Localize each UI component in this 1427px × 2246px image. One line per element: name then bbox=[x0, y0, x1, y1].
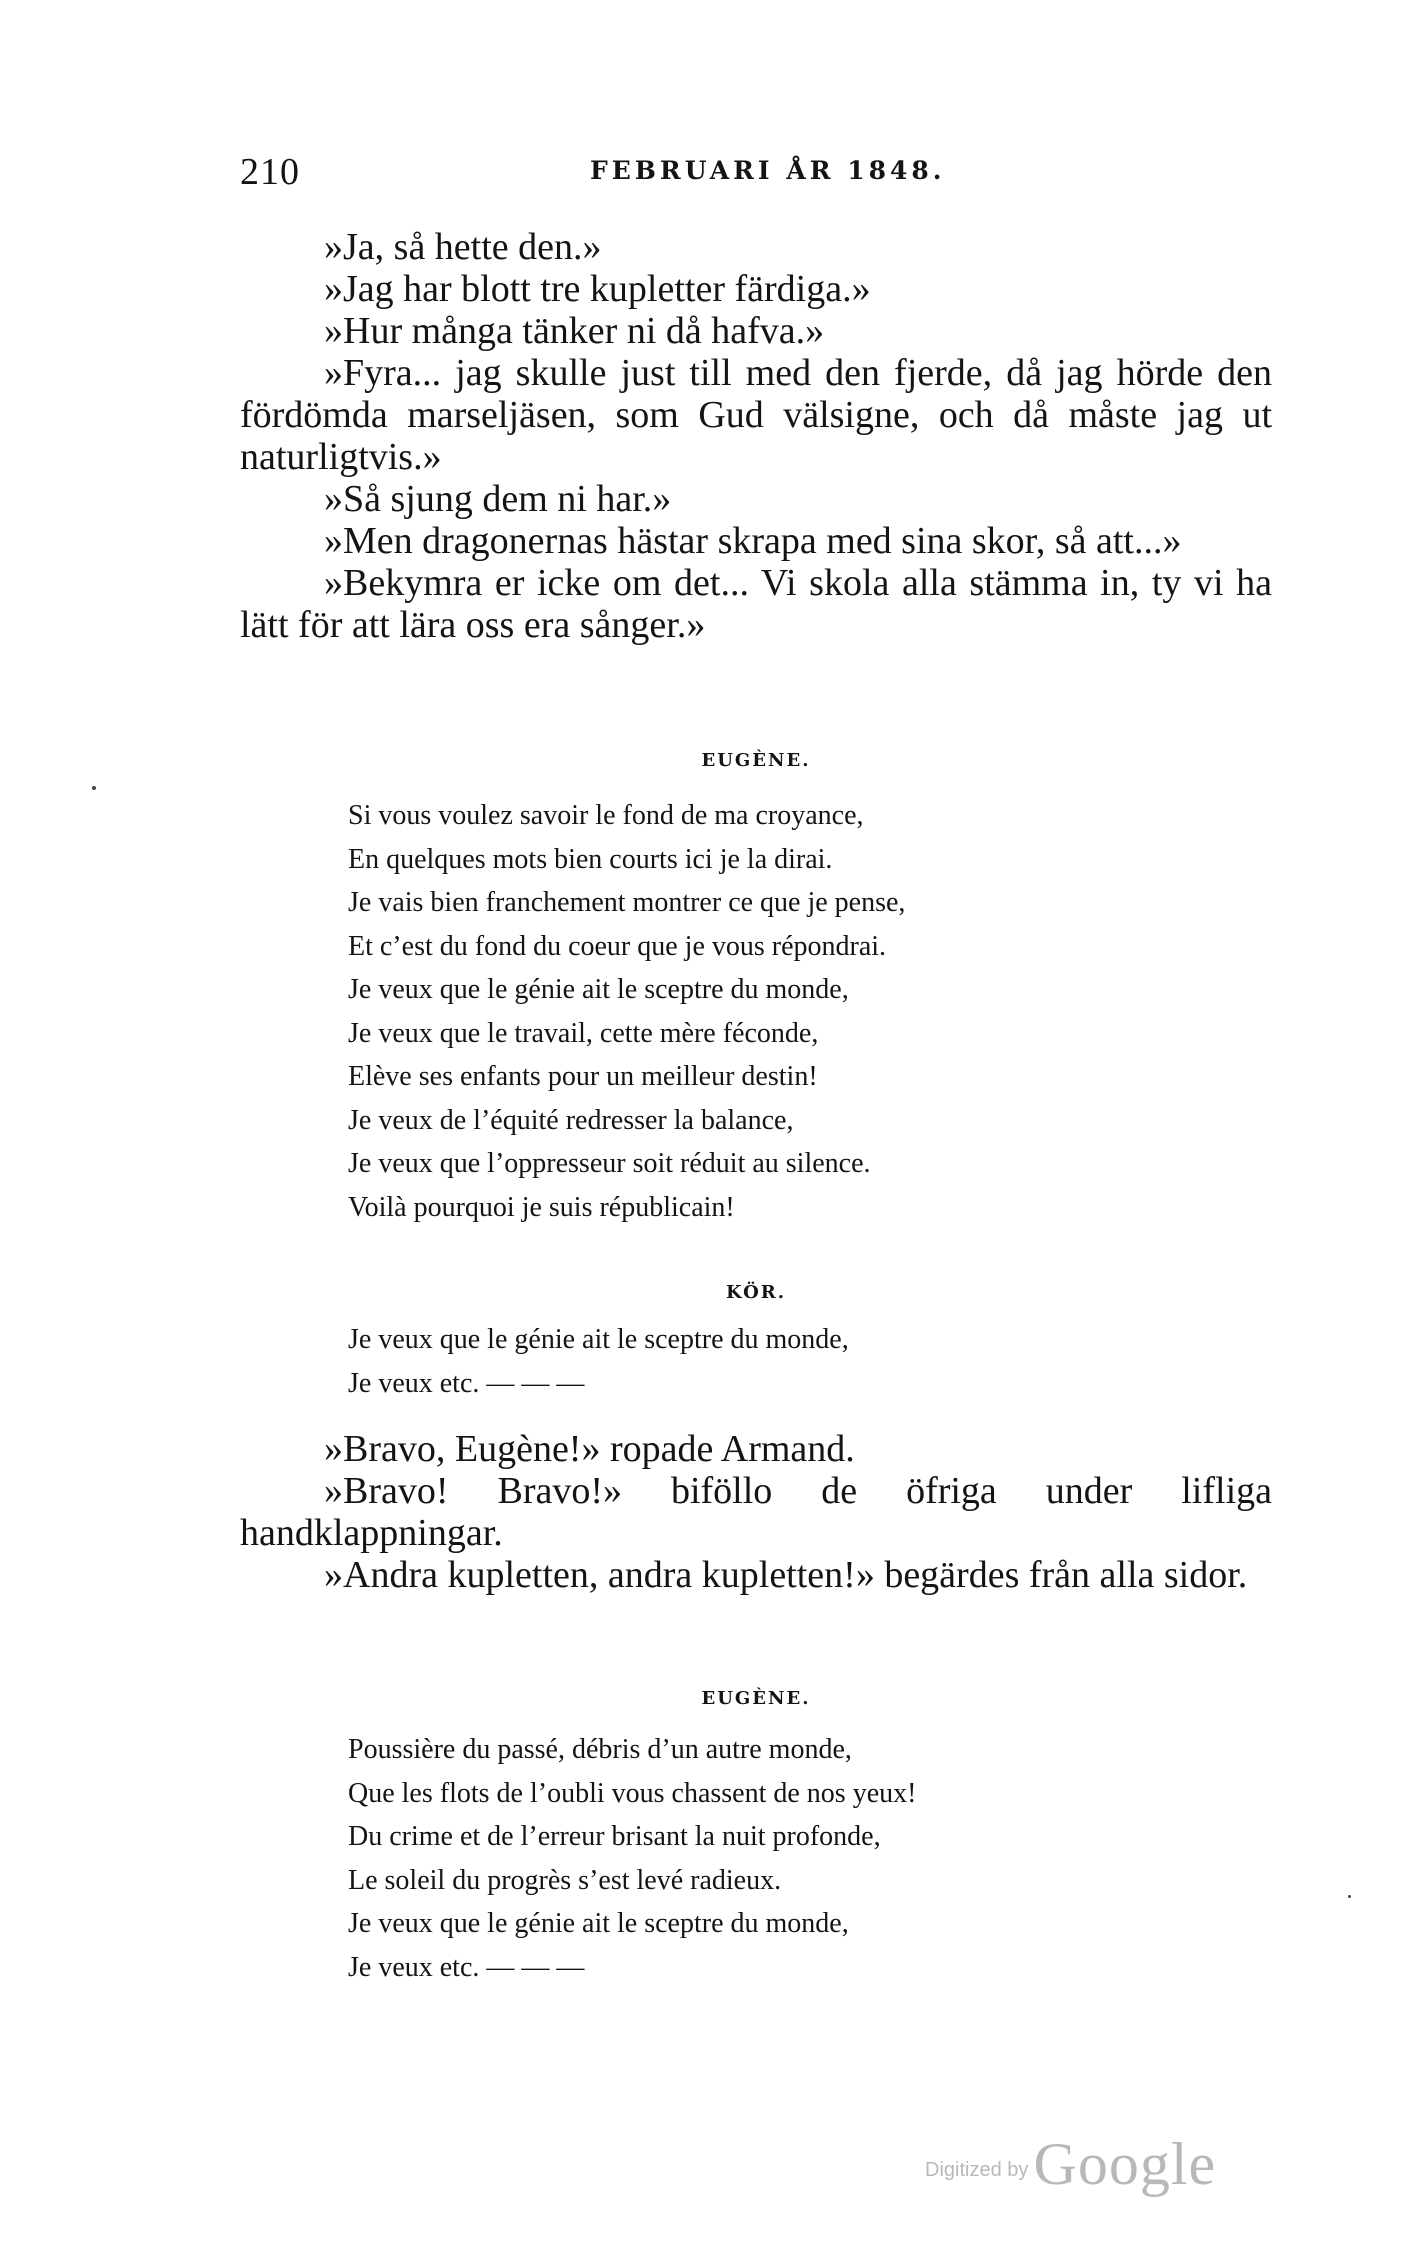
verse-line: Que les flots de l’oubli vous chassent de nos yeux! bbox=[348, 1777, 917, 1809]
verse-line: Je veux de l’équité redresser la balance, bbox=[348, 1104, 794, 1136]
verse-line: Le soleil du progrès s’est levé radieux. bbox=[348, 1864, 782, 1896]
dialogue-line: »Ja, så hette den.» bbox=[324, 226, 602, 268]
dialogue-line: »Bekymra er icke om det... Vi skola alla stämma in, ty vi ha lätt för att lära oss era sånger.» bbox=[240, 562, 1272, 646]
verse-line: Je veux que le génie ait le sceptre du monde, bbox=[348, 974, 849, 1005]
verse-line: Et c’est du fond du coeur que je vous répondrai. bbox=[348, 930, 887, 962]
dialogue-line: »Jag har blott tre kupletter färdiga.» bbox=[324, 268, 871, 310]
speaker-heading: EUGÈNE. bbox=[701, 750, 811, 771]
dialogue-block-2 bbox=[240, 1428, 1272, 1596]
verse-stanza-chorus bbox=[348, 1318, 1248, 1405]
chorus-heading: KÖR. bbox=[725, 1282, 787, 1303]
verse-line: Je veux que le génie ait le sceptre du monde, bbox=[348, 1908, 849, 1939]
dialogue-line: »Andra kupletten, andra kupletten!» begärdes från alla sidor. bbox=[324, 1554, 1248, 1596]
verse-line: Je veux etc. — — — bbox=[348, 1951, 585, 1983]
dialogue-line: »Hur många tänker ni då hafva.» bbox=[324, 310, 825, 352]
dialogue-line: »Bravo! Bravo!» biföllo de öfriga under lifliga handklappningar. bbox=[240, 1470, 1272, 1554]
dialogue-line: »Men dragonernas hästar skrapa med sina skor, så att...» bbox=[324, 520, 1182, 562]
page-header bbox=[240, 150, 1270, 200]
dialogue-line: »Så sjung dem ni har.» bbox=[324, 478, 672, 520]
page-number: 210 bbox=[240, 151, 300, 193]
dialogue-block-1 bbox=[240, 226, 1272, 646]
verse-line: Je veux que le génie ait le sceptre du monde, bbox=[348, 1324, 849, 1355]
verse-line: Si vous voulez savoir le fond de ma croyance, bbox=[348, 800, 864, 831]
verse-line: Elève ses enfants pour un meilleur destin! bbox=[348, 1061, 818, 1092]
scan-speck bbox=[92, 786, 96, 790]
verse-line: Poussière du passé, débris d’un autre monde, bbox=[348, 1734, 852, 1765]
running-title: FEBRUARI ÅR 1848. bbox=[590, 156, 946, 185]
verse-line: Je veux etc. — — — bbox=[348, 1367, 585, 1399]
verse-line: Du crime et de l’erreur brisant la nuit profonde, bbox=[348, 1821, 881, 1852]
verse-line: En quelques mots bien courts ici je la dirai. bbox=[348, 843, 833, 875]
verse-stanza-1 bbox=[348, 794, 1248, 1229]
verse-line: Voilà pourquoi je suis républicain! bbox=[348, 1191, 735, 1223]
watermark-prefix: Digitized by bbox=[925, 2159, 1029, 2181]
verse-stanza-2 bbox=[348, 1728, 1248, 1989]
dialogue-line: »Fyra... jag skulle just till med den fjerde, då jag hörde den fördömda marseljäsen, som Gud välsigne, och då måste jag ut naturligtvis.» bbox=[240, 352, 1272, 478]
verse-line: Je vais bien franchement montrer ce que je pense, bbox=[348, 887, 906, 918]
digitization-watermark bbox=[925, 2130, 1216, 2199]
speaker-heading: EUGÈNE. bbox=[701, 1688, 811, 1709]
verse-line: Je veux que l’oppresseur soit réduit au silence. bbox=[348, 1148, 871, 1179]
scan-speck bbox=[1348, 1895, 1351, 1898]
dialogue-line: »Bravo, Eugène!» ropade Armand. bbox=[324, 1428, 855, 1470]
watermark-brand: Google bbox=[1033, 2131, 1217, 2197]
verse-line: Je veux que le travail, cette mère féconde, bbox=[348, 1017, 819, 1049]
